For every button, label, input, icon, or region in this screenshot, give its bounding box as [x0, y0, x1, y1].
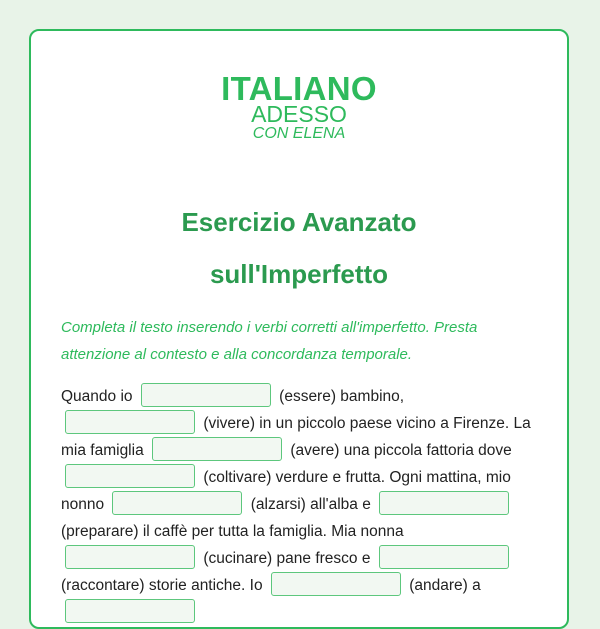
text-segment: (raccontare) storie antiche. Io [61, 577, 263, 594]
text-segment: (avere) una piccola fattoria dove [290, 442, 512, 459]
text-segment: (vivere) in un piccolo paese vicino a Firenze. La mia famiglia [61, 415, 531, 459]
logo-sub-text: ADESSO [251, 101, 347, 127]
blank-coltivare[interactable] [65, 464, 195, 488]
exercise-card [29, 29, 569, 629]
instructions-text: Completa il testo inserendo i verbi corretti all'imperfetto. Presta attenzione al contesto e alla concordanza temporale. [61, 319, 478, 363]
text-segment: (cucinare) pane fresco e [203, 550, 371, 567]
text-segment: (preparare) il caffè per tutta la famiglia. Mia nonna [61, 523, 404, 540]
blank-cucinare[interactable] [65, 545, 195, 569]
blank-vivere[interactable] [65, 410, 195, 434]
blank-andare[interactable] [271, 572, 401, 596]
text-segment: (alzarsi) all'alba e [250, 496, 371, 513]
title-line-1: Esercizio Avanzato [181, 207, 417, 237]
text-segment: Quando io [61, 388, 133, 405]
blank-alzarsi[interactable] [112, 491, 242, 515]
brand-logo [31, 71, 567, 143]
blank-raccontare[interactable] [379, 545, 509, 569]
page-title [31, 196, 567, 300]
blank-next[interactable] [65, 599, 195, 623]
title-line-2: sull'Imperfetto [209, 259, 389, 289]
exercise-text [61, 383, 541, 626]
logo-main-text: ITALIANO [221, 70, 377, 107]
text-segment: (coltivare) verdure e frutta. Ogni mattina, mio nonno [61, 469, 511, 513]
blank-essere[interactable] [141, 383, 271, 407]
logo-tagline: CON ELENA [252, 125, 346, 142]
blank-preparare[interactable] [379, 491, 509, 515]
text-segment: (essere) bambino, [279, 388, 405, 405]
blank-avere[interactable] [152, 437, 282, 461]
text-segment: (andare) a [409, 577, 481, 594]
